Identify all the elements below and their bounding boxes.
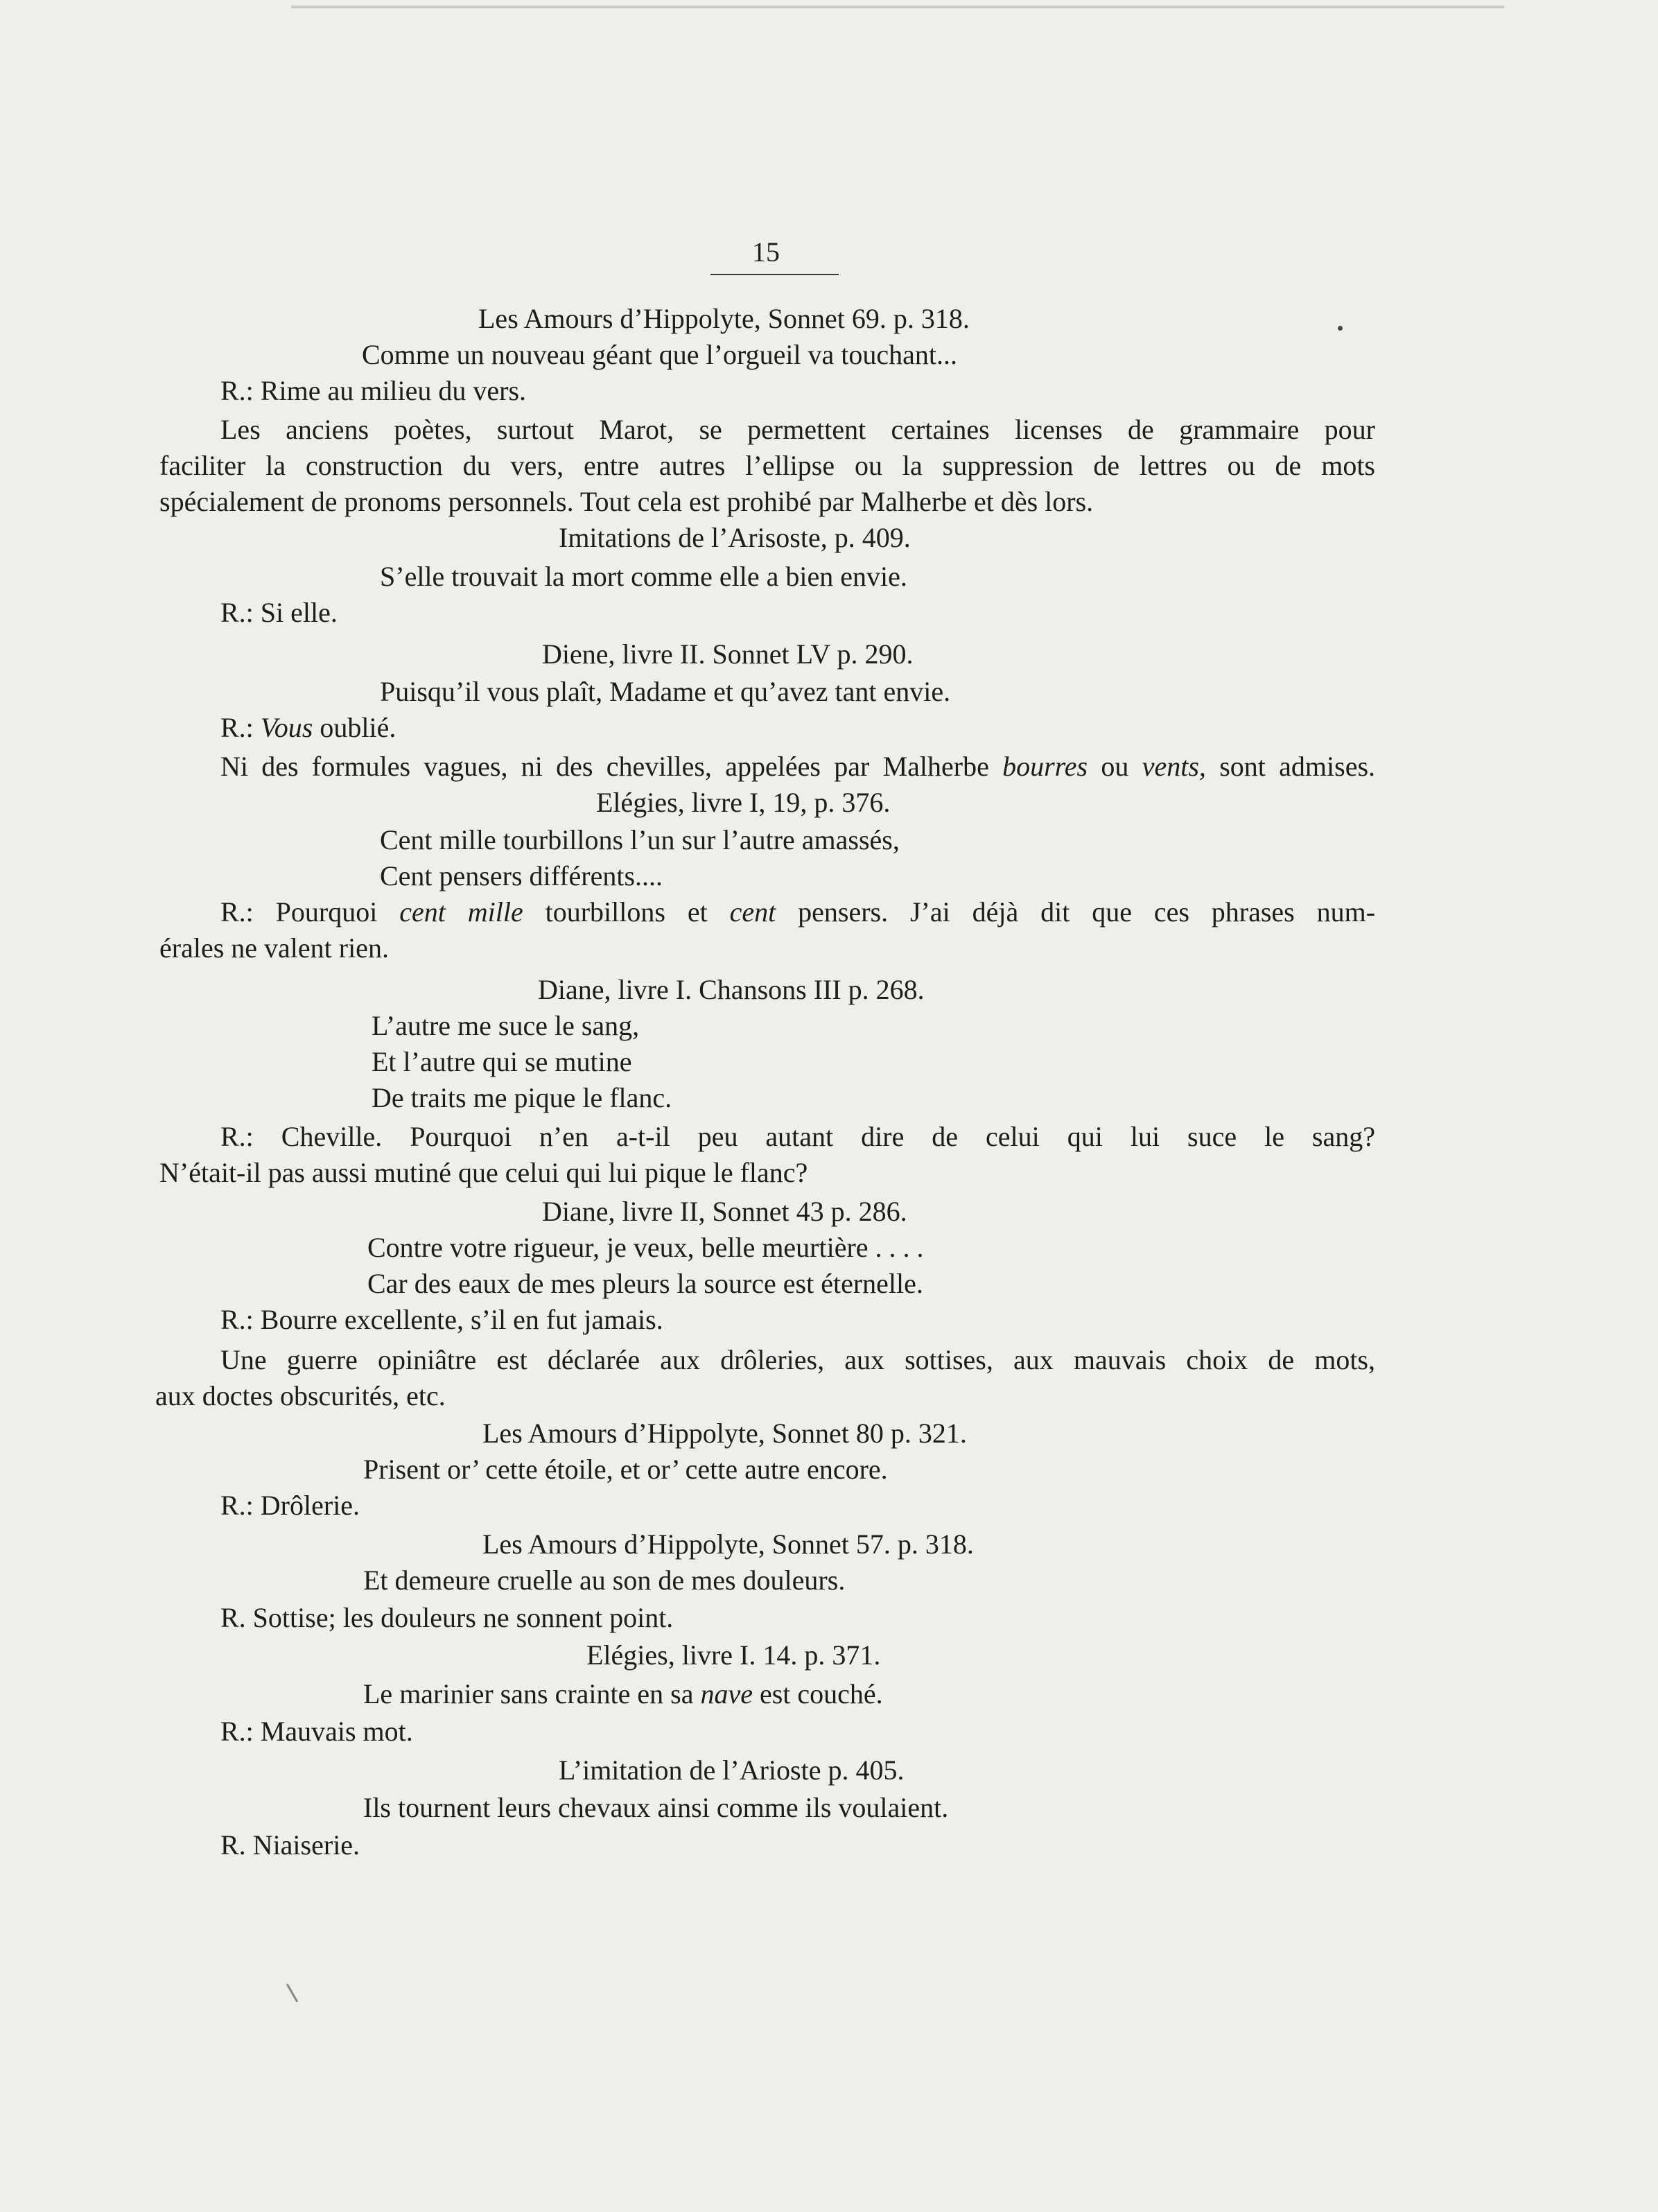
verse-line: Ils tournent leurs chevaux ainsi comme ils voulaient. [363,1792,949,1823]
paragraph-line: érales ne valent rien. [159,932,389,964]
paragraph-line: N’était-il pas aussi mutiné que celui qui lui pique le flanc? [159,1157,808,1188]
paragraph-line: Les anciens poètes, surtout Marot, se permettent certaines licenses de grammaire pour [220,414,1375,445]
citation-line: Elégies, livre I, 19, p. 376. [596,787,891,818]
verse-line: S’elle trouvait la mort comme elle a bien envie. [380,561,907,592]
scratch-mark [286,1983,299,2002]
verse-line: Le marinier sans crainte en sa nave est couché. [363,1678,883,1709]
verse-line: Car des eaux de mes pleurs la source est éternelle. [367,1268,923,1299]
paragraph-line: spécialement de pronoms personnels. Tout cela est prohibé par Malherbe et dès lors. [159,486,1094,517]
verse-line: Cent pensers différents.... [380,860,663,891]
verse-line: Cent mille tourbillons l’un sur l’autre amassés, [380,824,900,855]
verse-line: Et demeure cruelle au son de mes douleurs. [363,1565,846,1596]
paragraph-line: Une guerre opiniâtre est déclarée aux drôleries, aux sottises, aux mauvais choix de mots, [220,1344,1375,1375]
citation-line: Diene, livre II. Sonnet LV p. 290. [542,638,914,670]
verse-line: Et l’autre qui se mutine [372,1046,632,1077]
remark-line: R.: Cheville. Pourquoi n’en a-t-il peu autant dire de celui qui lui suce le sang? [220,1121,1375,1152]
verse-line: De traits me pique le flanc. [372,1082,672,1113]
remark-line: R.: Pourquoi cent mille tourbillons et cent pensers. J’ai déjà dit que ces phrases num- [220,896,1376,928]
page-number: 15 [752,236,780,268]
citation-line: Diane, livre II, Sonnet 43 p. 286. [542,1196,907,1227]
remark-line: R.: Mauvais mot. [220,1716,413,1747]
page-number-rule [710,274,839,275]
remark-line: R.: Vous oublié. [220,712,396,743]
remark-line: R.: Si elle. [220,597,338,628]
paragraph-line: Ni des formules vagues, ni des chevilles, appelées par Malherbe bourres ou vents, sont admises. [220,751,1376,782]
verse-line: Comme un nouveau géant que l’orgueil va touchant... [362,339,958,370]
citation-line: Imitations de l’Arisoste, p. 409. [559,522,911,553]
verse-line: Puisqu’il vous plaît, Madame et qu’avez tant envie. [380,676,951,707]
citation-line: L’imitation de l’Arioste p. 405. [559,1754,905,1786]
paragraph-line: faciliter la construction du vers, entre autres l’ellipse ou la suppression de lettres ou de mots [159,450,1375,481]
remark-line: R.: Bourre excellente, s’il en fut jamais. [220,1304,663,1335]
top-edge-line [291,6,1504,8]
remark-line: R.: Drôlerie. [220,1490,360,1521]
citation-line: Les Amours d’Hippolyte, Sonnet 57. p. 318. [482,1529,974,1560]
citation-line: Les Amours d’Hippolyte, Sonnet 69. p. 318. [478,303,970,334]
citation-line: Diane, livre I. Chansons III p. 268. [538,974,925,1005]
remark-line: R. Sottise; les douleurs ne sonnent point. [220,1602,674,1633]
verse-line: Contre votre rigueur, je veux, belle meurtière . . . . [367,1232,924,1263]
verse-line: L’autre me suce le sang, [372,1010,640,1041]
paragraph-line: aux doctes obscurités, etc. [155,1380,446,1411]
ink-speck [1338,326,1343,331]
verse-line: Prisent or’ cette étoile, et or’ cette autre encore. [363,1454,888,1485]
remark-line: R.: Rime au milieu du vers. [220,375,527,406]
remark-line: R. Niaiserie. [220,1829,360,1861]
citation-line: Les Amours d’Hippolyte, Sonnet 80 p. 321. [482,1418,967,1449]
citation-line: Elégies, livre I. 14. p. 371. [586,1639,881,1671]
